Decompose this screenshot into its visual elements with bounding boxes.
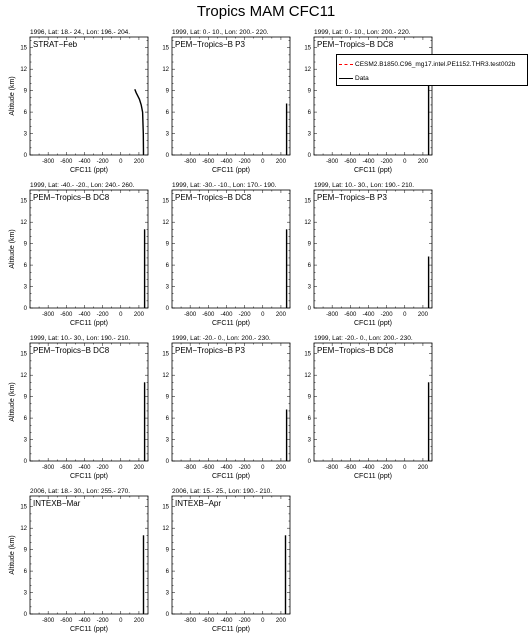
- x-tick-label: 0: [403, 465, 407, 471]
- y-tick-label: 3: [307, 437, 311, 444]
- y-tick-label: 3: [307, 131, 311, 138]
- y-tick-label: 12: [162, 67, 169, 74]
- panel-1: [9, 29, 148, 174]
- x-tick-label: -400: [78, 618, 91, 624]
- campaign-label: PEM−Tropics−B DC8: [33, 346, 110, 355]
- x-tick-label: -400: [362, 465, 375, 471]
- x-tick-label: -600: [60, 465, 73, 471]
- x-tick-label: -200: [238, 465, 251, 471]
- x-tick-label: -600: [202, 159, 215, 165]
- y-tick-label: 0: [23, 612, 27, 618]
- panel-8: [162, 335, 290, 480]
- panel-header: 2006, Lat: 18.- 30., Lon: 255.- 270.: [30, 488, 131, 495]
- panel-5: [162, 182, 290, 327]
- y-tick-label: 6: [165, 416, 169, 423]
- campaign-label: STRAT−Feb: [33, 40, 78, 49]
- plot-frame: [172, 343, 290, 461]
- x-tick-label: -200: [96, 465, 109, 471]
- y-tick-label: 6: [307, 110, 311, 117]
- x-tick-label: -200: [238, 618, 251, 624]
- y-tick-label: 0: [307, 306, 311, 312]
- x-tick-label: -200: [380, 312, 393, 318]
- x-tick-label: -600: [344, 465, 357, 471]
- y-tick-label: 0: [165, 306, 169, 312]
- panel-header: 1999, Lat: 10.- 30., Lon: 190.- 210.: [314, 182, 415, 189]
- y-tick-label: 3: [165, 284, 169, 291]
- y-tick-label: 12: [20, 220, 27, 227]
- y-tick-label: 15: [162, 351, 169, 358]
- panel-7: [9, 335, 148, 480]
- x-tick-label: -600: [60, 312, 73, 318]
- panel-2: [162, 29, 290, 174]
- x-tick-label: -600: [60, 159, 73, 165]
- y-tick-label: 6: [23, 569, 27, 576]
- y-tick-label: 3: [23, 590, 27, 597]
- y-tick-label: 9: [165, 547, 169, 554]
- x-tick-label: -400: [78, 312, 91, 318]
- y-tick-label: 12: [304, 373, 311, 380]
- panel-header: 1999, Lat: -20.- 0., Lon: 200.- 230.: [314, 335, 413, 342]
- x-tick-label: -400: [220, 159, 233, 165]
- x-axis-label: CFC11 (ppt): [212, 167, 250, 174]
- x-axis-label: CFC11 (ppt): [70, 473, 108, 480]
- x-tick-label: -200: [96, 618, 109, 624]
- panel-header: 1999, Lat: -40.- -20., Lon: 240.- 260.: [30, 182, 135, 189]
- panel-10: [9, 488, 148, 633]
- plot-frame: [30, 190, 148, 308]
- campaign-label: PEM−Tropics−B P3: [175, 40, 245, 49]
- x-tick-label: 0: [261, 618, 265, 624]
- y-axis-label: Altitude (km): [9, 76, 16, 116]
- x-axis-label: CFC11 (ppt): [70, 320, 108, 327]
- x-axis-label: CFC11 (ppt): [212, 320, 250, 327]
- x-axis-label: CFC11 (ppt): [70, 167, 108, 174]
- legend-swatch-model: [339, 64, 353, 65]
- y-tick-label: 15: [162, 45, 169, 52]
- x-axis-label: CFC11 (ppt): [354, 320, 392, 327]
- x-tick-label: -600: [344, 312, 357, 318]
- panel-header: 1999, Lat: 10.- 30., Lon: 190.- 210.: [30, 335, 131, 342]
- panel-6: [304, 182, 432, 327]
- y-tick-label: 9: [165, 394, 169, 401]
- y-tick-label: 9: [23, 88, 27, 95]
- y-axis-label: Altitude (km): [9, 535, 16, 575]
- x-tick-label: -200: [96, 312, 109, 318]
- legend-item-model: [339, 59, 515, 69]
- x-tick-label: -800: [184, 159, 197, 165]
- y-tick-label: 9: [307, 88, 311, 95]
- x-tick-label: 200: [275, 465, 286, 471]
- y-tick-label: 12: [20, 526, 27, 533]
- y-tick-label: 15: [20, 45, 27, 52]
- panel-11: [162, 488, 290, 633]
- panel-3: [304, 29, 432, 174]
- plot-frame: [30, 496, 148, 614]
- y-tick-label: 3: [307, 284, 311, 291]
- y-tick-label: 9: [307, 394, 311, 401]
- x-tick-label: -800: [326, 465, 339, 471]
- y-tick-label: 12: [162, 526, 169, 533]
- y-tick-label: 6: [23, 110, 27, 117]
- campaign-label: INTEXB−Mar: [33, 499, 81, 508]
- campaign-label: PEM−Tropics−B DC8: [317, 346, 394, 355]
- page-title: Tropics MAM CFC11: [196, 3, 336, 20]
- x-tick-label: -800: [42, 618, 55, 624]
- x-tick-label: 200: [275, 159, 286, 165]
- x-tick-label: -400: [220, 618, 233, 624]
- y-tick-label: 6: [307, 416, 311, 423]
- panel-header: 1999, Lat: 0.- 10., Lon: 200.- 220.: [172, 29, 269, 36]
- panel-header: 1999, Lat: -20.- 0., Lon: 200.- 230.: [172, 335, 271, 342]
- x-tick-label: 200: [133, 312, 144, 318]
- y-tick-label: 6: [23, 263, 27, 270]
- y-tick-label: 15: [20, 504, 27, 511]
- x-tick-label: -200: [380, 465, 393, 471]
- x-tick-label: 200: [417, 312, 428, 318]
- y-tick-label: 15: [20, 198, 27, 205]
- x-tick-label: 200: [133, 618, 144, 624]
- x-tick-label: 200: [275, 618, 286, 624]
- y-tick-label: 0: [23, 459, 27, 465]
- y-tick-label: 0: [165, 153, 169, 159]
- y-tick-label: 3: [165, 437, 169, 444]
- y-tick-label: 12: [304, 220, 311, 227]
- x-axis-label: CFC11 (ppt): [212, 626, 250, 633]
- campaign-label: PEM−Tropics−B P3: [175, 346, 245, 355]
- y-axis-label: Altitude (km): [9, 382, 16, 422]
- x-axis-label: CFC11 (ppt): [212, 473, 250, 480]
- y-tick-label: 0: [165, 612, 169, 618]
- y-tick-label: 9: [307, 241, 311, 248]
- x-axis-label: CFC11 (ppt): [70, 626, 108, 633]
- panel-9: [304, 335, 432, 480]
- x-tick-label: 200: [133, 465, 144, 471]
- x-tick-label: -600: [202, 618, 215, 624]
- plot-frame: [172, 37, 290, 155]
- panel-header: 1999, Lat: 0.- 10., Lon: 200.- 220.: [314, 29, 411, 36]
- y-tick-label: 15: [162, 504, 169, 511]
- y-tick-label: 0: [307, 153, 311, 159]
- campaign-label: INTEXB−Apr: [175, 499, 222, 508]
- y-tick-label: 15: [304, 198, 311, 205]
- y-tick-label: 9: [165, 241, 169, 248]
- x-tick-label: -600: [202, 312, 215, 318]
- y-tick-label: 0: [23, 153, 27, 159]
- y-tick-label: 9: [23, 394, 27, 401]
- x-axis-label: CFC11 (ppt): [354, 473, 392, 480]
- campaign-label: PEM−Tropics−B P3: [317, 193, 387, 202]
- x-tick-label: 200: [417, 465, 428, 471]
- x-tick-label: -800: [184, 312, 197, 318]
- y-tick-label: 0: [307, 459, 311, 465]
- y-tick-label: 12: [304, 67, 311, 74]
- x-tick-label: -400: [220, 312, 233, 318]
- y-tick-label: 6: [23, 416, 27, 423]
- legend: [336, 54, 528, 86]
- x-tick-label: 0: [119, 465, 123, 471]
- plot-frame: [30, 37, 148, 155]
- x-tick-label: -400: [78, 159, 91, 165]
- series-line-data: [135, 89, 144, 155]
- y-tick-label: 12: [20, 373, 27, 380]
- plot-frame: [172, 190, 290, 308]
- x-tick-label: 0: [119, 312, 123, 318]
- y-tick-label: 0: [23, 306, 27, 312]
- x-tick-label: -200: [380, 159, 393, 165]
- y-tick-label: 6: [165, 263, 169, 270]
- x-tick-label: 200: [275, 312, 286, 318]
- panel-4: [9, 182, 148, 327]
- y-tick-label: 6: [307, 263, 311, 270]
- x-tick-label: 0: [261, 465, 265, 471]
- x-tick-label: -400: [362, 312, 375, 318]
- plot-frame: [314, 190, 432, 308]
- x-tick-label: -800: [42, 159, 55, 165]
- plot-frame: [172, 496, 290, 614]
- x-tick-label: -800: [326, 312, 339, 318]
- x-tick-label: -600: [344, 159, 357, 165]
- y-tick-label: 3: [23, 284, 27, 291]
- legend-item-data: [339, 73, 369, 83]
- x-tick-label: 0: [403, 159, 407, 165]
- campaign-label: PEM−Tropics−B DC8: [317, 40, 394, 49]
- x-tick-label: -800: [184, 465, 197, 471]
- panel-header: 1999, Lat: -30.- -10., Lon: 170.- 190.: [172, 182, 277, 189]
- y-tick-label: 15: [162, 198, 169, 205]
- x-tick-label: 0: [261, 312, 265, 318]
- legend-swatch-data: [339, 78, 353, 79]
- x-tick-label: 0: [403, 312, 407, 318]
- x-tick-label: 200: [417, 159, 428, 165]
- x-tick-label: -200: [96, 159, 109, 165]
- y-tick-label: 3: [165, 131, 169, 138]
- y-tick-label: 12: [162, 373, 169, 380]
- y-tick-label: 0: [165, 459, 169, 465]
- y-tick-label: 6: [165, 110, 169, 117]
- legend-label-data: Data: [355, 74, 369, 82]
- x-tick-label: 0: [119, 618, 123, 624]
- x-tick-label: 200: [133, 159, 144, 165]
- campaign-label: PEM−Tropics−B DC8: [175, 193, 252, 202]
- y-tick-label: 15: [20, 351, 27, 358]
- y-tick-label: 9: [23, 547, 27, 554]
- y-axis-label: Altitude (km): [9, 229, 16, 269]
- y-tick-label: 9: [23, 241, 27, 248]
- campaign-label: PEM−Tropics−B DC8: [33, 193, 110, 202]
- panel-header: 2006, Lat: 15.- 25., Lon: 190.- 210.: [172, 488, 273, 495]
- x-tick-label: -200: [238, 159, 251, 165]
- y-tick-label: 3: [23, 437, 27, 444]
- x-axis-label: CFC11 (ppt): [354, 167, 392, 174]
- y-tick-label: 3: [165, 590, 169, 597]
- x-tick-label: -400: [362, 159, 375, 165]
- x-tick-label: -800: [42, 312, 55, 318]
- x-tick-label: -400: [78, 465, 91, 471]
- x-tick-label: -400: [220, 465, 233, 471]
- y-tick-label: 15: [304, 351, 311, 358]
- y-tick-label: 12: [162, 220, 169, 227]
- x-tick-label: -600: [60, 618, 73, 624]
- x-tick-label: 0: [119, 159, 123, 165]
- x-tick-label: -600: [202, 465, 215, 471]
- panel-header: 1996, Lat: 18.- 24., Lon: 196.- 204.: [30, 29, 131, 36]
- x-tick-label: -200: [238, 312, 251, 318]
- x-tick-label: -800: [184, 618, 197, 624]
- y-tick-label: 12: [20, 67, 27, 74]
- x-tick-label: 0: [261, 159, 265, 165]
- x-tick-label: -800: [42, 465, 55, 471]
- y-tick-label: 3: [23, 131, 27, 138]
- x-tick-label: -800: [326, 159, 339, 165]
- legend-label-model: CESM2.B1850.C96_mg17.intel.PE1152.THR3.test002b: [355, 60, 516, 68]
- y-tick-label: 9: [165, 88, 169, 95]
- plot-frame: [314, 343, 432, 461]
- y-tick-label: 6: [165, 569, 169, 576]
- y-tick-label: 15: [304, 45, 311, 52]
- plot-frame: [30, 343, 148, 461]
